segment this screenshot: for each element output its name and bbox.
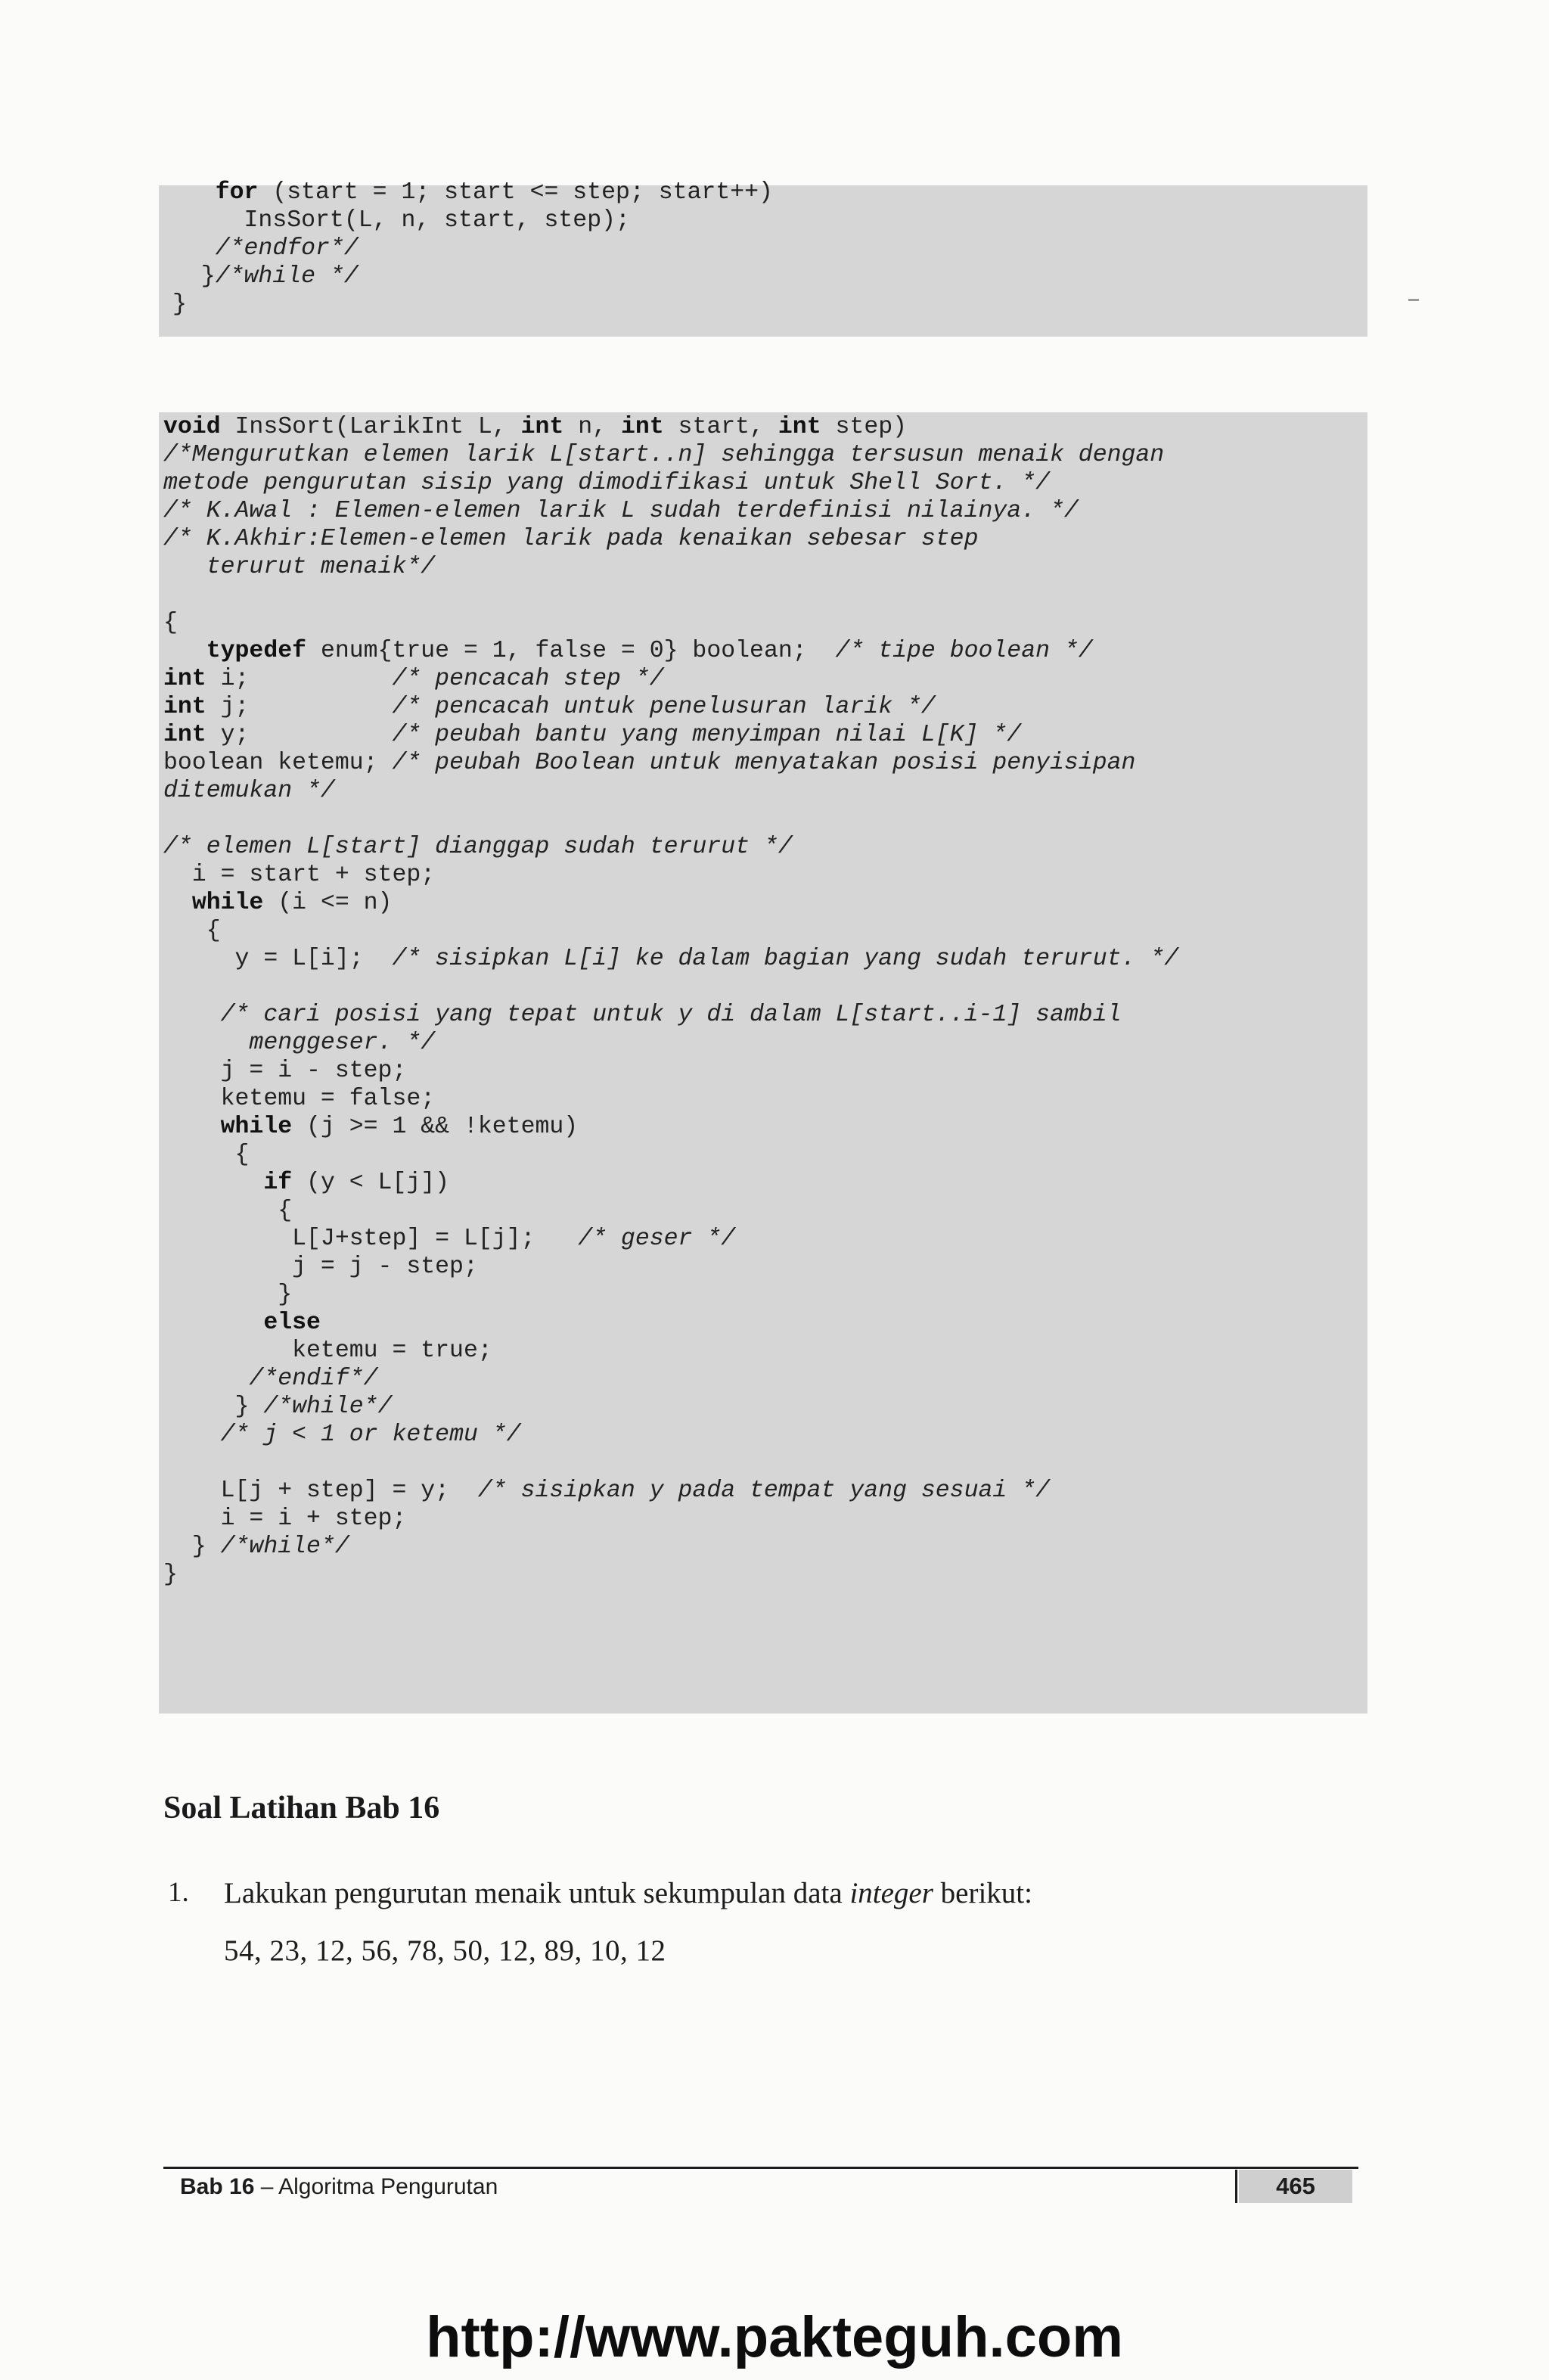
footer-title: – Algoritma Pengurutan — [254, 2174, 498, 2199]
code-line: L[j + step] = y; /* sisipkan y pada tempat yang sesuai */ — [163, 1477, 1050, 1504]
code-line: /* K.Awal : Elemen-elemen larik L sudah terdefinisi nilainya. */ — [163, 498, 1079, 524]
code-line: int j; /* pencacah untuk penelusuran larik */ — [163, 694, 936, 720]
code-line: void InsSort(LarikInt L, int n, int start, int step) — [163, 414, 908, 440]
code-line: } — [172, 291, 187, 318]
code-line: int i; /* pencacah step */ — [163, 666, 664, 692]
code-line: i = i + step; — [163, 1505, 407, 1532]
code-line: j = i - step; — [163, 1058, 407, 1084]
code-line: /* j < 1 or ketemu */ — [220, 1421, 521, 1448]
code-line: while (j >= 1 && !ketemu) — [220, 1114, 579, 1140]
margin-mark — [1408, 299, 1419, 301]
code-line: /*Mengurutkan elemen larik L[start..n] sehingga tersusun menaik dengan — [163, 442, 1165, 468]
page-number: 465 — [1239, 2170, 1352, 2203]
code-block-main — [163, 413, 1178, 1589]
footer-rule — [163, 2167, 1358, 2169]
question-text — [224, 1876, 1032, 1910]
code-line: boolean ketemu; /* peubah Boolean untuk menyatakan posisi penyisipan — [163, 750, 1136, 776]
footer-chapter: Bab 16 — [180, 2174, 255, 2199]
code-line: ketemu = false; — [163, 1086, 436, 1112]
code-line: /* elemen L[start] dianggap sudah terurut */ — [163, 834, 793, 860]
code-line: for (start = 1; start <= step; start++) — [215, 179, 773, 206]
code-line: terurut menaik*/ — [163, 554, 436, 580]
code-line: metode pengurutan sisip yang dimodifikasi untuk Shell Sort. */ — [163, 470, 1050, 496]
code-line: { — [163, 1198, 293, 1224]
footer-separator — [1235, 2170, 1237, 2203]
question-text-after: berikut: — [933, 1877, 1032, 1909]
code-line: /* cari posisi yang tepat untuk y di dalam L[start..i-1] sambil — [220, 1002, 1122, 1028]
footer-chapter-label — [180, 2174, 498, 2200]
question-text-before: Lakukan pengurutan menaik untuk sekumpulan data — [224, 1877, 850, 1909]
code-line: /*endif*/ — [249, 1366, 378, 1392]
question-data: 54, 23, 12, 56, 78, 50, 12, 89, 10, 12 — [224, 1934, 666, 1967]
code-line: } — [163, 1561, 178, 1588]
code-line: } — [163, 1282, 293, 1308]
code-line: while (i <= n) — [191, 890, 393, 916]
code-line: else — [263, 1310, 321, 1336]
code-line: ketemu = true; — [163, 1338, 492, 1364]
code-line: menggeser. */ — [163, 1030, 436, 1056]
code-line: } /*while*/ — [163, 1394, 393, 1420]
code-line: }/*while */ — [172, 263, 359, 290]
watermark-url: http://www.pakteguh.com — [426, 2305, 1123, 2369]
code-line: typedef enum{true = 1, false = 0} boolean; /* tipe boolean */ — [206, 638, 1093, 664]
section-title: Soal Latihan Bab 16 — [163, 1791, 440, 1825]
code-line: y = L[i]; /* sisipkan L[i] ke dalam bagian yang sudah terurut. */ — [163, 946, 1179, 972]
question-number: 1. — [168, 1877, 189, 1908]
code-line: InsSort(L, n, start, step); — [172, 207, 630, 234]
code-line: int y; /* peubah bantu yang menyimpan nilai L[K] */ — [163, 722, 1022, 748]
code-block-top — [172, 179, 773, 318]
code-line: { — [163, 610, 178, 636]
code-line: if (y < L[j]) — [263, 1170, 450, 1196]
code-line: /*endfor*/ — [215, 235, 359, 262]
code-line: L[J+step] = L[j]; /* geser */ — [163, 1226, 736, 1252]
code-line: ditemukan */ — [163, 778, 335, 804]
code-line: i = start + step; — [163, 862, 436, 888]
code-line: { — [163, 1142, 250, 1168]
code-line: /* K.Akhir:Elemen-elemen larik pada kenaikan sebesar step — [163, 526, 979, 552]
question-text-italic: integer — [849, 1877, 933, 1909]
code-line: } /*while*/ — [163, 1533, 349, 1560]
code-line: j = j - step; — [163, 1254, 478, 1280]
code-line: { — [163, 918, 221, 944]
